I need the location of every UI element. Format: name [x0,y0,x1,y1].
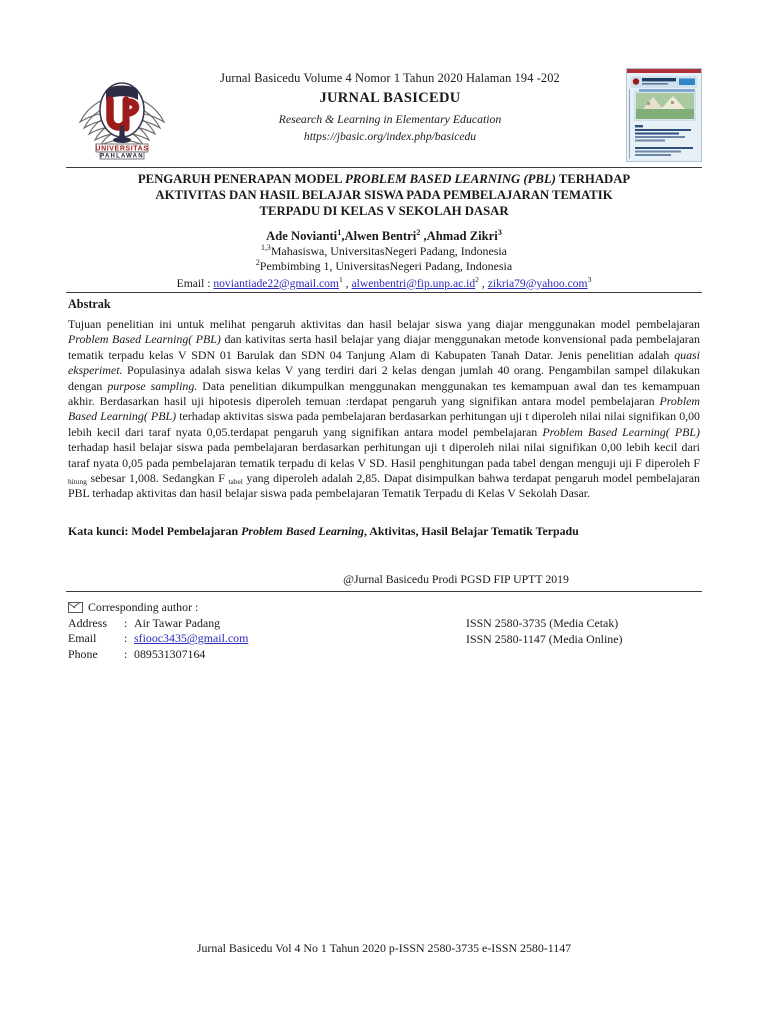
abstract-seg-6: terhadap hasil belajar siswa pada pembelajaran berdasarkan perhitungan uji t diperoleh nilai nilai signifikan 0,00 lebih kecil dari taraf nyata 0,05 pada pembelajaran tematik terpadu di kelas V SD. Hasil penghitungan pada tabel dengan menguji uji F diperoleh F [68,440,700,470]
issn-block [466,616,702,647]
author-1-name: Ade Novianti [266,229,338,243]
author-3-email-sup: 3 [587,274,592,284]
affiliation-2 [66,259,702,274]
divider-abstract [66,292,702,293]
author-3-email-link[interactable]: zikria79@yahoo.com [487,276,588,290]
abstract-italic-4: Problem Based Learning( PBL) [68,394,700,424]
divider-corresponding [66,591,702,592]
author-3-name: ,Ahmad Zikri [420,229,498,243]
email-separator-1: , [342,276,352,290]
corresponding-email-row [68,631,468,647]
corresponding-author-block [68,600,468,662]
corresponding-address-row [68,616,468,632]
author-emails [66,276,702,291]
abstract-italic-2: quasi eksperimet. [68,347,700,378]
abstract-seg-3: Populasinya adalah siswa kelas V yang terdiri dari 2 kelas dengan jumlah 40 orang. Pengambilan sampel dilakukan dengan [68,363,700,393]
keywords-rest: , Aktivitas, Hasil Belajar Tematik Terpadu [363,524,579,538]
affiliation-1 [66,244,702,259]
envelope-icon [68,602,83,613]
authors-block [66,228,702,291]
affiliation-2-sup: 2 [255,258,260,268]
author-1-email-sup: 1 [338,274,343,284]
masthead-text-block [174,70,606,145]
svg-text:PAHLAWAN: PAHLAWAN [100,153,144,160]
address-label: Address [68,615,107,630]
abstract-seg-8: yang diperoleh adalah 2,85. Dapat disimpulkan bahwa terdapat pengaruh model pembelajaran PBL terhadap aktivitas dan hasil belajar siswa pada pembelajaran Tematik Terpadu di Kelas V Sekolah Dasar. [68,471,700,501]
title-line1-part2: TERHADAP [555,172,631,186]
journal-url: https://jbasic.org/index.php/basicedu [303,130,477,143]
abstract-italic-5: Problem Based Learning( PBL) [542,424,700,439]
title-line2: AKTIVITAS DAN HASIL BELAJAR SISWA PADA PEMBELAJARAN TEMATIK [155,188,613,203]
abstract-seg-1: Tujuan penelitian ini untuk melihat pengaruh aktivitas dan hasil belajar siswa yang diajar menggunakan model pembelajaran [68,317,700,331]
author-2-sup: 2 [416,227,421,237]
copyright-line [66,572,702,587]
journal-name: JURNAL BASICEDU [319,90,461,106]
affiliation-2-text: Pembimbing 1, UniversitasNegeri Padang, Indonesia [259,259,513,274]
email-separator-2: , [479,276,488,290]
author-1-email-link[interactable]: noviantiade22@gmail.com [213,276,339,290]
journal-masthead [66,66,702,164]
email-label: Email : [176,276,214,290]
author-3-sup: 3 [497,227,502,237]
corresponding-email-label: Email [68,631,97,646]
abstract-italic-1: Problem Based Learning( PBL) [68,332,221,347]
keywords-italic: Problem Based Learning [241,524,364,538]
title-line3: TERPADU DI KELAS V SEKOLAH DASAR [259,204,509,219]
abstract-body [68,317,700,502]
phone-colon: : [124,646,128,661]
issn-online: ISSN 2580-1147 (Media Online) [466,631,623,646]
address-colon: : [124,615,128,630]
abstract-heading: Abstrak [68,297,111,311]
f-tabel-subscript: tabel [228,477,243,487]
author-2-email-sup: 2 [475,274,479,284]
address-value: Air Tawar Padang [134,615,221,630]
abstract-seg-5: terhadap aktivitas siswa pada pembelajaran berdasarkan perhitungan uji t diperoleh nilai nilai signifikan 0,00 lebih kecil dari taraf nyata 0,05.terdapat pengaruh yang signifikan antara model pembelajaran [68,409,701,439]
keywords-label: Kata kunci: Model Pembelajaran [68,524,242,538]
journal-cover-thumbnail [626,68,702,162]
abstract-seg-7: sebesar 1,008. Sedangkan F [86,471,229,486]
abstract-seg-2: dan kativitas serta hasil belajar yang diajar menggunakan metode konvensional pada pembelajaran tematik terpadu kelas V SDN 01 Barulak dan SDN 04 Tanjung Alam di Kabupaten Tanah Datar. Jenis penelitian adalah [68,332,700,362]
corresponding-author-heading [68,600,468,616]
f-hitung-subscript: hitung [68,477,87,487]
author-2-name: ,Alwen Bentri [341,229,417,243]
corresponding-phone-row [68,647,468,663]
svg-text:UNIVERSITAS: UNIVERSITAS [95,145,149,153]
affiliation-1-sup: 1,3 [261,243,271,253]
abstract-seg-4: Data penelitian dikumpulkan menggunakan menggunakan tes kemampuan awal dan tes kemampuan akhir. Berdasarkan hasil uji hipotesis diperoleh temuan :terdapat pengaruh yang signifikan antara model pembelajaran [68,378,700,409]
phone-label: Phone [68,646,98,661]
corresponding-email-colon: : [124,631,128,646]
divider-top [66,167,702,168]
article-title [76,171,692,220]
issn-print: ISSN 2580-3735 (Media Cetak) [466,616,619,630]
author-names [66,228,702,244]
title-line1-part1: PENGARUH PENERAPAN MODEL [137,172,345,186]
title-line1-italic: PROBLEM BASED LEARNING (PBL) [345,172,556,186]
corresponding-email-link[interactable]: sfiooc3435@gmail.com [134,631,249,646]
copyright-text: @Jurnal Basicedu Prodi PGSD FIP UPTT 2019 [343,572,569,586]
issue-line: Jurnal Basicedu Volume 4 Nomor 1 Tahun 2020 Halaman 194 -202 [220,71,560,85]
abstract-italic-3: purpose sampling. [107,378,198,393]
author-1-sup: 1 [337,227,342,237]
corresponding-author-label: Corresponding author : [88,600,199,614]
page-footer: Jurnal Basicedu Vol 4 No 1 Tahun 2020 p-ISSN 2580-3735 e-ISSN 2580-1147 [196,941,572,955]
affiliation-1-text: Mahasiswa, UniversitasNegeri Padang, Indonesia [270,244,507,258]
journal-tagline: Research & Learning in Elementary Education [278,112,502,126]
keywords-line [68,524,700,539]
phone-value: 089531307164 [134,646,206,661]
author-2-email-link[interactable]: alwenbentri@fip.unp.ac.id [351,276,476,290]
universitas-pahlawan-logo-icon [74,66,170,162]
